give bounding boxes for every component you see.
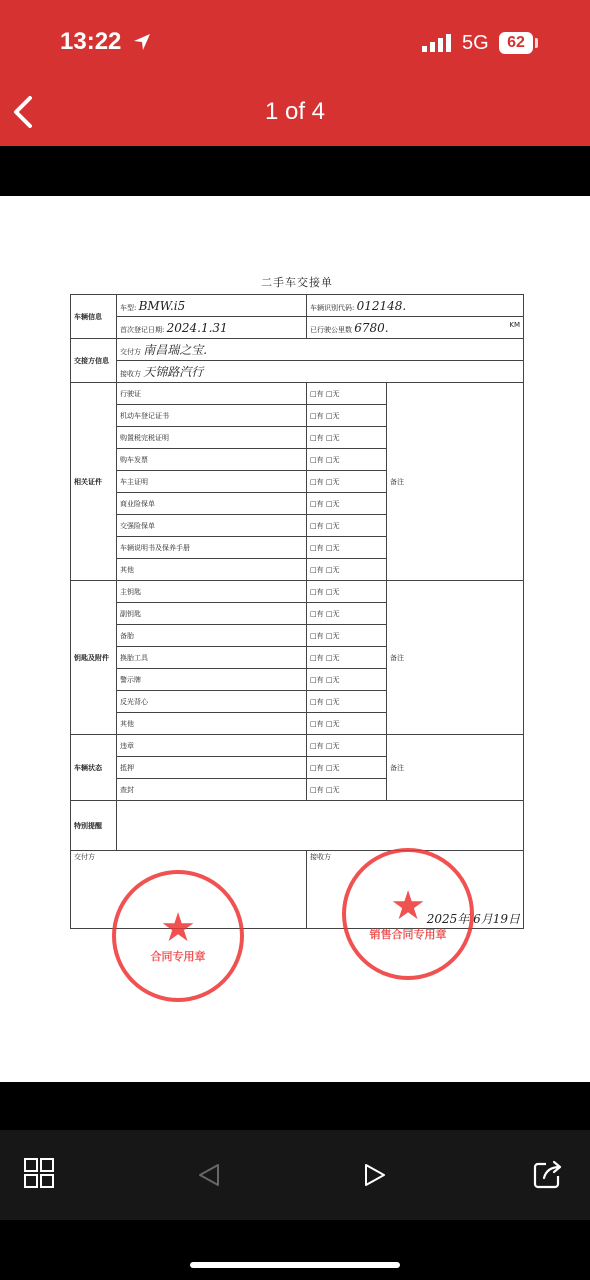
- vin-value: 012148.: [356, 298, 407, 313]
- doc-item: 车主证明: [117, 471, 307, 493]
- key-item: 换胎工具: [117, 647, 307, 669]
- key-check: □有 □无: [307, 603, 387, 625]
- handover-table: [70, 294, 524, 929]
- state-check: □有 □无: [307, 757, 387, 779]
- doc-item: 商业险保单: [117, 493, 307, 515]
- next-page-icon[interactable]: [362, 1162, 388, 1188]
- key-check: □有 □无: [307, 581, 387, 603]
- page-title: 1 of 4: [264, 98, 326, 125]
- doc-check: □有 □无: [307, 383, 387, 405]
- receiver-row: [117, 361, 524, 383]
- brand-label: 车型:: [120, 303, 137, 312]
- state-check: □有 □无: [307, 779, 387, 801]
- handover-document: [70, 276, 524, 1002]
- location-arrow-icon: [132, 32, 152, 52]
- doc-check: □有 □无: [307, 515, 387, 537]
- receiver-label: 接收方: [120, 370, 141, 378]
- vin-label: 车辆识别代码:: [310, 303, 355, 312]
- doc-item: 交强险保单: [117, 515, 307, 537]
- network-type: 5G: [462, 32, 489, 54]
- receiver-value: 天锦路汽行: [143, 365, 204, 379]
- battery-tip: [535, 38, 538, 48]
- vin-row: [307, 295, 524, 317]
- doc-item: 购车发票: [117, 449, 307, 471]
- doc-item: 行驶证: [117, 383, 307, 405]
- company-stamp-left: [112, 870, 244, 1002]
- keys-section-label: 钥匙及附件: [71, 581, 117, 735]
- home-indicator: [190, 1262, 400, 1268]
- docs-notes-label: 备注: [390, 477, 404, 486]
- bottom-toolbar: [0, 1130, 590, 1220]
- mileage-unit: KM: [509, 320, 520, 329]
- deliverer-value: 南昌瑞之宝.: [143, 343, 208, 357]
- key-check: □有 □无: [307, 713, 387, 735]
- grid-view-icon[interactable]: [24, 1158, 54, 1188]
- state-notes-label: 备注: [390, 763, 404, 772]
- stamp-left-text: 合同专用章: [150, 950, 206, 963]
- deliverer-sign-label: 交付方: [74, 853, 95, 861]
- state-item: 抵押: [117, 757, 307, 779]
- deliverer-label: 交付方: [120, 348, 141, 356]
- reg-date-value: 2024.1.31: [166, 320, 228, 335]
- signal-icon: [422, 34, 452, 54]
- sign-date: 2025年 6月19日: [426, 912, 520, 926]
- doc-item: 车辆说明书及保养手册: [117, 537, 307, 559]
- state-check: □有 □无: [307, 735, 387, 757]
- state-item: 违章: [117, 735, 307, 757]
- battery-level: 62: [499, 32, 533, 54]
- doc-check: □有 □无: [307, 537, 387, 559]
- reg-date-row: [117, 317, 307, 339]
- mileage-row: [307, 317, 524, 339]
- key-check: □有 □无: [307, 669, 387, 691]
- key-item: 副钥匙: [117, 603, 307, 625]
- keys-notes-label: 备注: [390, 653, 404, 662]
- party-section-label: 交接方信息: [71, 339, 117, 383]
- deliverer-row: [117, 339, 524, 361]
- doc-item: 购置税完税证明: [117, 427, 307, 449]
- previous-page-icon[interactable]: [196, 1162, 222, 1188]
- reg-date-label: 首次登记日期:: [120, 325, 165, 334]
- document-heading: 二手车交接单: [261, 276, 333, 289]
- stamp-star-icon: ★: [160, 905, 196, 951]
- docs-section-label: 相关证件: [71, 383, 117, 581]
- key-item: 反光背心: [117, 691, 307, 713]
- key-check: □有 □无: [307, 625, 387, 647]
- key-item: 主钥匙: [117, 581, 307, 603]
- vehicle-section-label: 车辆信息: [71, 295, 117, 339]
- docs-notes: [387, 383, 524, 581]
- doc-check: □有 □无: [307, 427, 387, 449]
- doc-check: □有 □无: [307, 449, 387, 471]
- key-check: □有 □无: [307, 647, 387, 669]
- brand-row: [117, 295, 307, 317]
- doc-item: 其他: [117, 559, 307, 581]
- state-item: 查封: [117, 779, 307, 801]
- key-item: 其他: [117, 713, 307, 735]
- mileage-value: 6780.: [354, 320, 389, 335]
- special-text: [117, 801, 524, 851]
- doc-check: □有 □无: [307, 471, 387, 493]
- doc-check: □有 □无: [307, 493, 387, 515]
- doc-check: □有 □无: [307, 559, 387, 581]
- status-bar: [0, 0, 590, 146]
- stamp-star-icon: ★: [390, 883, 426, 929]
- key-check: □有 □无: [307, 691, 387, 713]
- receiver-sign-label: 接收方: [310, 853, 331, 861]
- doc-item: 机动车登记证书: [117, 405, 307, 427]
- key-item: 备胎: [117, 625, 307, 647]
- brand-value: BMW.i5: [138, 298, 186, 313]
- mileage-label: 已行驶公里数: [310, 325, 352, 334]
- doc-check: □有 □无: [307, 405, 387, 427]
- share-icon[interactable]: [532, 1158, 564, 1190]
- keys-notes: [387, 581, 524, 735]
- stamp-right-text: 销售合同专用章: [369, 928, 447, 941]
- state-notes: [387, 735, 524, 801]
- company-stamp-right: [342, 848, 474, 980]
- special-section-label: 特别提醒: [71, 801, 117, 851]
- status-time: 13:22: [60, 28, 122, 55]
- state-section-label: 车辆状态: [71, 735, 117, 801]
- key-item: 警示牌: [117, 669, 307, 691]
